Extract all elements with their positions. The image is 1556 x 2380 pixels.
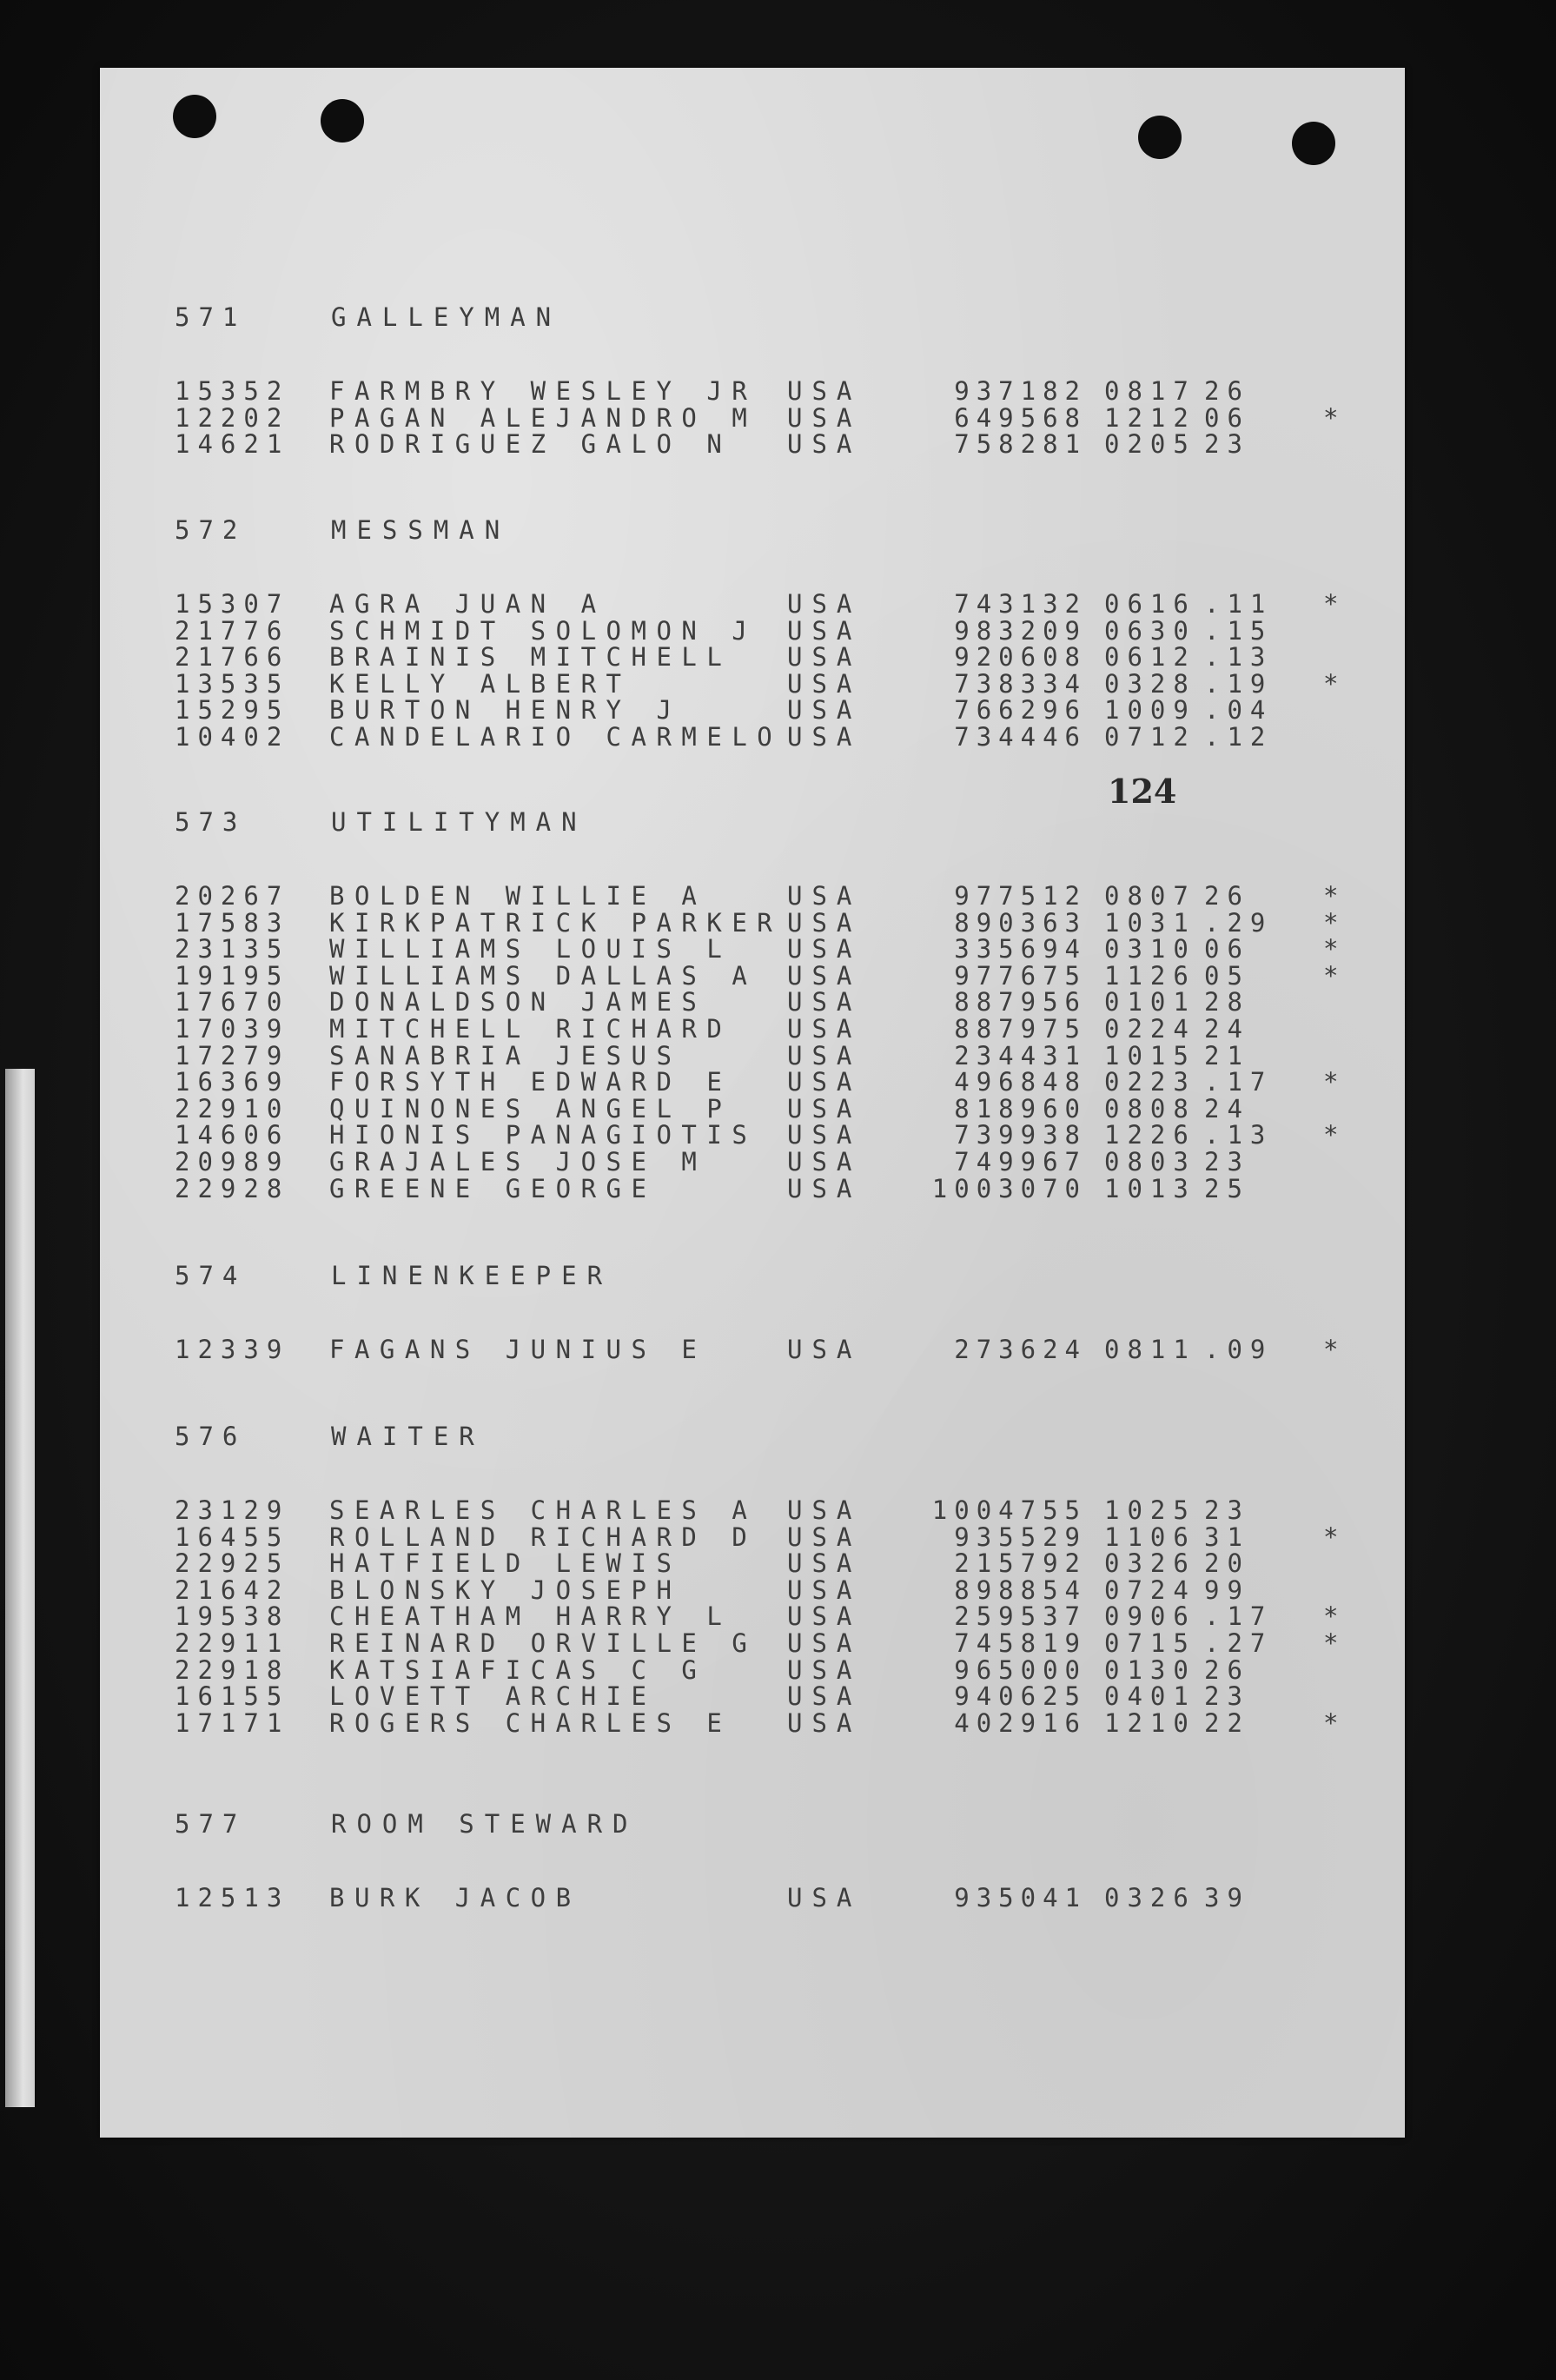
crew-date: 1126 — [1104, 960, 1196, 991]
crew-name: BOLDEN WILLIE A — [329, 881, 707, 911]
crew-number: 649568 — [954, 402, 1087, 433]
crew-id: 22911 — [175, 1628, 290, 1658]
crew-row — [175, 960, 1391, 991]
crew-row — [175, 1521, 1391, 1552]
crew-number: 890363 — [954, 907, 1087, 938]
crew-id: 20267 — [175, 881, 290, 911]
crew-age: 23 — [1204, 1146, 1250, 1177]
crew-date: 1210 — [1104, 1707, 1196, 1738]
crew-nationality: USA — [787, 1548, 862, 1579]
crew-age: .27 — [1204, 1628, 1274, 1658]
crew-row — [175, 1040, 1391, 1071]
crew-number: 738334 — [954, 668, 1087, 699]
crew-number: 898854 — [954, 1575, 1087, 1605]
crew-nationality: USA — [787, 1173, 862, 1203]
crew-list — [175, 591, 1391, 751]
crew-name: RODRIGUEZ GALO N — [329, 429, 732, 460]
crew-date: 0724 — [1104, 1575, 1196, 1605]
crew-number: 887975 — [954, 1013, 1087, 1044]
crew-age: .11 — [1204, 589, 1274, 619]
crew-date: 1031 — [1104, 907, 1196, 938]
crew-name: FAGANS JUNIUS E — [329, 1335, 707, 1364]
crew-age: .12 — [1204, 721, 1274, 752]
section-linenkeeper — [175, 1263, 1391, 1363]
crew-name: SANABRIA JESUS — [329, 1040, 682, 1071]
crew-row — [175, 378, 1391, 405]
crew-row — [175, 1683, 1391, 1710]
section-code: 571 — [175, 302, 247, 332]
crew-nationality: USA — [787, 881, 862, 911]
crew-id: 22918 — [175, 1654, 290, 1685]
crew-id: 14621 — [175, 429, 290, 460]
crew-number: 335694 — [954, 934, 1087, 965]
crew-age: 24 — [1204, 1093, 1250, 1124]
crew-id: 22925 — [175, 1548, 290, 1579]
crew-age: 26 — [1204, 881, 1250, 911]
crew-age: 26 — [1204, 1654, 1250, 1685]
crew-number: 1003070 — [931, 1173, 1087, 1203]
crew-mark: * — [1323, 907, 1339, 938]
section-galleyman — [175, 304, 1391, 458]
crew-nationality: USA — [787, 1013, 862, 1044]
crew-name: GRAJALES JOSE M — [329, 1146, 707, 1177]
crew-nationality: USA — [787, 1628, 862, 1658]
punch-hole — [1138, 116, 1182, 159]
crew-id: 15295 — [175, 695, 290, 726]
crew-name: SCHMIDT SOLOMON J — [329, 615, 758, 646]
crew-number: 749967 — [954, 1146, 1087, 1177]
crew-row — [175, 721, 1391, 752]
crew-name: KATSIAFICAS C G — [329, 1654, 707, 1685]
crew-date: 0715 — [1104, 1628, 1196, 1658]
crew-number: 977675 — [954, 960, 1087, 991]
crew-nationality: USA — [787, 1067, 862, 1097]
crew-row — [175, 1885, 1391, 1912]
punch-hole — [321, 99, 364, 143]
crew-name: FARMBRY WESLEY JR — [329, 376, 758, 406]
crew-name: CHEATHAM HARRY L — [329, 1601, 732, 1632]
crew-date: 0130 — [1104, 1654, 1196, 1685]
crew-date: 0811 — [1104, 1335, 1196, 1364]
crew-list — [175, 883, 1391, 1202]
crew-id: 16455 — [175, 1521, 290, 1552]
section-waiter — [175, 1423, 1391, 1736]
crew-number: 935041 — [954, 1883, 1087, 1913]
crew-mark: * — [1323, 589, 1339, 619]
crew-mark: * — [1323, 1120, 1339, 1150]
crew-name: ROGERS CHARLES E — [329, 1707, 732, 1738]
crew-id: 12339 — [175, 1335, 290, 1364]
crew-list — [175, 1497, 1391, 1736]
crew-date: 0808 — [1104, 1093, 1196, 1124]
crew-nationality: USA — [787, 695, 862, 726]
crew-mark: * — [1323, 1067, 1339, 1097]
crew-row — [175, 1630, 1391, 1657]
section-messman — [175, 517, 1391, 751]
crew-id: 23129 — [175, 1495, 290, 1525]
crew-nationality: USA — [787, 960, 862, 991]
crew-nationality: USA — [787, 987, 862, 1018]
crew-name: WILLIAMS DALLAS A — [329, 960, 758, 991]
crew-name: BURK JACOB — [329, 1883, 581, 1913]
section-title: ROOM STEWARD — [331, 1809, 639, 1839]
section-header — [175, 304, 1391, 356]
crew-age: 28 — [1204, 987, 1250, 1018]
crew-nationality: USA — [787, 589, 862, 619]
crew-age: 24 — [1204, 1013, 1250, 1044]
crew-nationality: USA — [787, 907, 862, 938]
section-code: 574 — [175, 1261, 247, 1290]
crew-row — [175, 989, 1391, 1016]
crew-date: 0906 — [1104, 1601, 1196, 1632]
crew-name: MITCHELL RICHARD — [329, 1013, 732, 1044]
crew-id: 10402 — [175, 721, 290, 752]
crew-mark: * — [1323, 1335, 1339, 1364]
crew-date: 1106 — [1104, 1521, 1196, 1552]
crew-mark: * — [1323, 1707, 1339, 1738]
crew-date: 0205 — [1104, 429, 1196, 460]
section-title: GALLEYMAN — [331, 302, 562, 332]
crew-row — [175, 1336, 1391, 1363]
crew-id: 17583 — [175, 907, 290, 938]
crew-name: SEARLES CHARLES A — [329, 1495, 758, 1525]
crew-nationality: USA — [787, 668, 862, 699]
section-header — [175, 1811, 1391, 1863]
crew-id: 17279 — [175, 1040, 290, 1071]
crew-nationality: USA — [787, 721, 862, 752]
crew-id: 22928 — [175, 1173, 290, 1203]
crew-nationality: USA — [787, 429, 862, 460]
crew-name: WILLIAMS LOUIS L — [329, 934, 732, 965]
crew-id: 16155 — [175, 1681, 290, 1712]
crew-id: 17171 — [175, 1707, 290, 1738]
crew-date: 1212 — [1104, 402, 1196, 433]
crew-row — [175, 1093, 1391, 1124]
crew-nationality: USA — [787, 1040, 862, 1071]
crew-mark: * — [1323, 881, 1339, 911]
crew-number: 983209 — [954, 615, 1087, 646]
crew-row — [175, 431, 1391, 458]
crew-name: AGRA JUAN A — [329, 589, 606, 619]
crew-id: 22910 — [175, 1093, 290, 1124]
section-header — [175, 1263, 1391, 1315]
crew-id: 20989 — [175, 1146, 290, 1177]
crew-row — [175, 402, 1391, 433]
crew-age: 20 — [1204, 1548, 1250, 1579]
crew-nationality: USA — [787, 1601, 862, 1632]
crew-row — [175, 1146, 1391, 1177]
crew-date: 0803 — [1104, 1146, 1196, 1177]
crew-row — [175, 936, 1391, 963]
crew-name: FORSYTH EDWARD E — [329, 1067, 732, 1097]
crew-row — [175, 644, 1391, 671]
crew-age: 23 — [1204, 429, 1250, 460]
crew-mark: * — [1323, 1628, 1339, 1658]
crew-date: 1009 — [1104, 695, 1196, 726]
crew-name: REINARD ORVILLE G — [329, 1628, 758, 1658]
crew-date: 0817 — [1104, 376, 1196, 406]
adjacent-page-edge — [5, 1069, 35, 2107]
crew-age: .13 — [1204, 642, 1274, 673]
crew-nationality: USA — [787, 1146, 862, 1177]
crew-nationality: USA — [787, 1521, 862, 1552]
section-utilityman — [175, 809, 1391, 1202]
crew-name: HIONIS PANAGIOTIS — [329, 1120, 758, 1150]
crew-nationality: USA — [787, 642, 862, 673]
crew-age: 22 — [1204, 1707, 1250, 1738]
crew-mark: * — [1323, 960, 1339, 991]
crew-number: 234431 — [954, 1040, 1087, 1071]
crew-age: 05 — [1204, 960, 1250, 991]
crew-number: 818960 — [954, 1093, 1087, 1124]
crew-row — [175, 1013, 1391, 1044]
crew-id: 21776 — [175, 615, 290, 646]
section-code: 577 — [175, 1809, 247, 1839]
crew-nationality: USA — [787, 934, 862, 965]
crew-row — [175, 668, 1391, 699]
crew-name: BRAINIS MITCHELL — [329, 642, 732, 673]
crew-date: 0223 — [1104, 1067, 1196, 1097]
crew-nationality: USA — [787, 1575, 862, 1605]
crew-id: 12202 — [175, 402, 290, 433]
crew-name: BURTON HENRY J — [329, 695, 682, 726]
crew-nationality: USA — [787, 1707, 862, 1738]
crew-age: .17 — [1204, 1601, 1274, 1632]
crew-date: 0612 — [1104, 642, 1196, 673]
crew-date: 0328 — [1104, 668, 1196, 699]
section-code: 572 — [175, 515, 247, 545]
crew-age: .15 — [1204, 615, 1274, 646]
crew-number: 937182 — [954, 376, 1087, 406]
crew-row — [175, 1707, 1391, 1738]
crew-row — [175, 1577, 1391, 1604]
crew-nationality: USA — [787, 1093, 862, 1124]
crew-number: 402916 — [954, 1707, 1087, 1738]
crew-nationality: USA — [787, 402, 862, 433]
section-header — [175, 809, 1391, 861]
crew-age: 23 — [1204, 1681, 1250, 1712]
crew-id: 17670 — [175, 987, 290, 1018]
crew-mark: * — [1323, 668, 1339, 699]
crew-date: 0101 — [1104, 987, 1196, 1018]
crew-mark: * — [1323, 934, 1339, 965]
crew-date: 0712 — [1104, 721, 1196, 752]
crew-date: 0224 — [1104, 1013, 1196, 1044]
crew-name: PAGAN ALEJANDRO M — [329, 402, 758, 433]
crew-nationality: USA — [787, 1681, 862, 1712]
crew-row — [175, 697, 1391, 724]
crew-number: 766296 — [954, 695, 1087, 726]
crew-nationality: USA — [787, 1335, 862, 1364]
crew-number: 965000 — [954, 1654, 1087, 1685]
crew-age: 06 — [1204, 402, 1250, 433]
crew-row — [175, 1122, 1391, 1149]
document-page — [100, 68, 1405, 2138]
crew-age: 21 — [1204, 1040, 1250, 1071]
crew-id: 19538 — [175, 1601, 290, 1632]
crew-id: 17039 — [175, 1013, 290, 1044]
crew-date: 1015 — [1104, 1040, 1196, 1071]
crew-number: 215792 — [954, 1548, 1087, 1579]
crew-name: KELLY ALBERT — [329, 668, 632, 699]
crew-date: 0630 — [1104, 615, 1196, 646]
crew-number: 940625 — [954, 1681, 1087, 1712]
crew-name: DONALDSON JAMES — [329, 987, 707, 1018]
crew-number: 758281 — [954, 429, 1087, 460]
crew-list — [175, 1336, 1391, 1363]
section-room-steward — [175, 1811, 1391, 1912]
crew-number: 496848 — [954, 1067, 1087, 1097]
crew-date: 0326 — [1104, 1883, 1196, 1913]
crew-id: 12513 — [175, 1883, 290, 1913]
crew-age: .17 — [1204, 1067, 1274, 1097]
punch-hole — [1292, 122, 1335, 165]
crew-age: .04 — [1204, 695, 1274, 726]
crew-nationality: USA — [787, 1654, 862, 1685]
crew-age: 31 — [1204, 1521, 1250, 1552]
crew-age: .09 — [1204, 1335, 1274, 1364]
crew-row — [175, 591, 1391, 618]
crew-mark: * — [1323, 1601, 1339, 1632]
section-header — [175, 517, 1391, 569]
crew-list — [175, 1885, 1391, 1912]
crew-age: 26 — [1204, 376, 1250, 406]
crew-nationality: USA — [787, 1120, 862, 1150]
crew-number: 739938 — [954, 1120, 1087, 1150]
crew-number: 273624 — [954, 1335, 1087, 1364]
crew-date: 0401 — [1104, 1681, 1196, 1712]
crew-age: 39 — [1204, 1883, 1250, 1913]
crew-id: 13535 — [175, 668, 290, 699]
punch-hole — [173, 95, 216, 138]
crew-id: 15307 — [175, 589, 290, 619]
crew-name: GREENE GEORGE — [329, 1173, 657, 1203]
crew-nationality: USA — [787, 376, 862, 406]
crew-name: HATFIELD LEWIS — [329, 1548, 682, 1579]
crew-row — [175, 615, 1391, 646]
crew-number: 1004755 — [931, 1495, 1087, 1525]
crew-date: 0807 — [1104, 881, 1196, 911]
crew-row — [175, 1654, 1391, 1685]
crew-age: .29 — [1204, 907, 1274, 938]
crew-nationality: USA — [787, 1495, 862, 1525]
crew-id: 14606 — [175, 1120, 290, 1150]
crew-name: BLONSKY JOSEPH — [329, 1575, 682, 1605]
crew-row — [175, 1173, 1391, 1203]
section-header — [175, 1423, 1391, 1475]
crew-row — [175, 883, 1391, 910]
section-title: UTILITYMAN — [331, 807, 587, 837]
crew-date: 1226 — [1104, 1120, 1196, 1150]
crew-name: QUINONES ANGEL P — [329, 1093, 732, 1124]
crew-age: .19 — [1204, 668, 1274, 699]
crew-number: 920608 — [954, 642, 1087, 673]
crew-age: .13 — [1204, 1120, 1274, 1150]
crew-number: 734446 — [954, 721, 1087, 752]
crew-age: 06 — [1204, 934, 1250, 965]
crew-date: 1013 — [1104, 1173, 1196, 1203]
crew-id: 21766 — [175, 642, 290, 673]
crew-name: ROLLAND RICHARD D — [329, 1521, 758, 1552]
crew-age: 23 — [1204, 1495, 1250, 1525]
crew-row — [175, 1497, 1391, 1524]
crew-age: 99 — [1204, 1575, 1250, 1605]
crew-number: 743132 — [954, 589, 1087, 619]
crew-name: CANDELARIO CARMELO — [329, 721, 783, 752]
section-title: LINENKEEPER — [331, 1261, 613, 1290]
crew-id: 16369 — [175, 1067, 290, 1097]
section-title: WAITER — [331, 1422, 485, 1451]
crew-id: 15352 — [175, 376, 290, 406]
crew-date: 0326 — [1104, 1548, 1196, 1579]
crew-nationality: USA — [787, 615, 862, 646]
crew-list — [175, 378, 1391, 458]
crew-id: 23135 — [175, 934, 290, 965]
crew-number: 259537 — [954, 1601, 1087, 1632]
crew-row — [175, 1550, 1391, 1577]
crew-number: 887956 — [954, 987, 1087, 1018]
crew-number: 745819 — [954, 1628, 1087, 1658]
crew-id: 21642 — [175, 1575, 290, 1605]
crew-mark: * — [1323, 1521, 1339, 1552]
crew-name: LOVETT ARCHIE — [329, 1681, 657, 1712]
section-code: 576 — [175, 1422, 247, 1451]
crew-number: 977512 — [954, 881, 1087, 911]
crew-id: 19195 — [175, 960, 290, 991]
crew-date: 0616 — [1104, 589, 1196, 619]
crew-row — [175, 907, 1391, 938]
crew-row — [175, 1069, 1391, 1096]
crew-date: 0310 — [1104, 934, 1196, 965]
crew-date: 1025 — [1104, 1495, 1196, 1525]
section-title: MESSMAN — [331, 515, 511, 545]
page-number-stamp: 124 — [1108, 772, 1177, 811]
crew-mark: * — [1323, 402, 1339, 433]
crew-row — [175, 1603, 1391, 1630]
crew-nationality: USA — [787, 1883, 862, 1913]
crew-number: 935529 — [954, 1521, 1087, 1552]
crew-age: 25 — [1204, 1173, 1250, 1203]
section-code: 573 — [175, 807, 247, 837]
crew-name: KIRKPATRICK PARKER — [329, 907, 783, 938]
